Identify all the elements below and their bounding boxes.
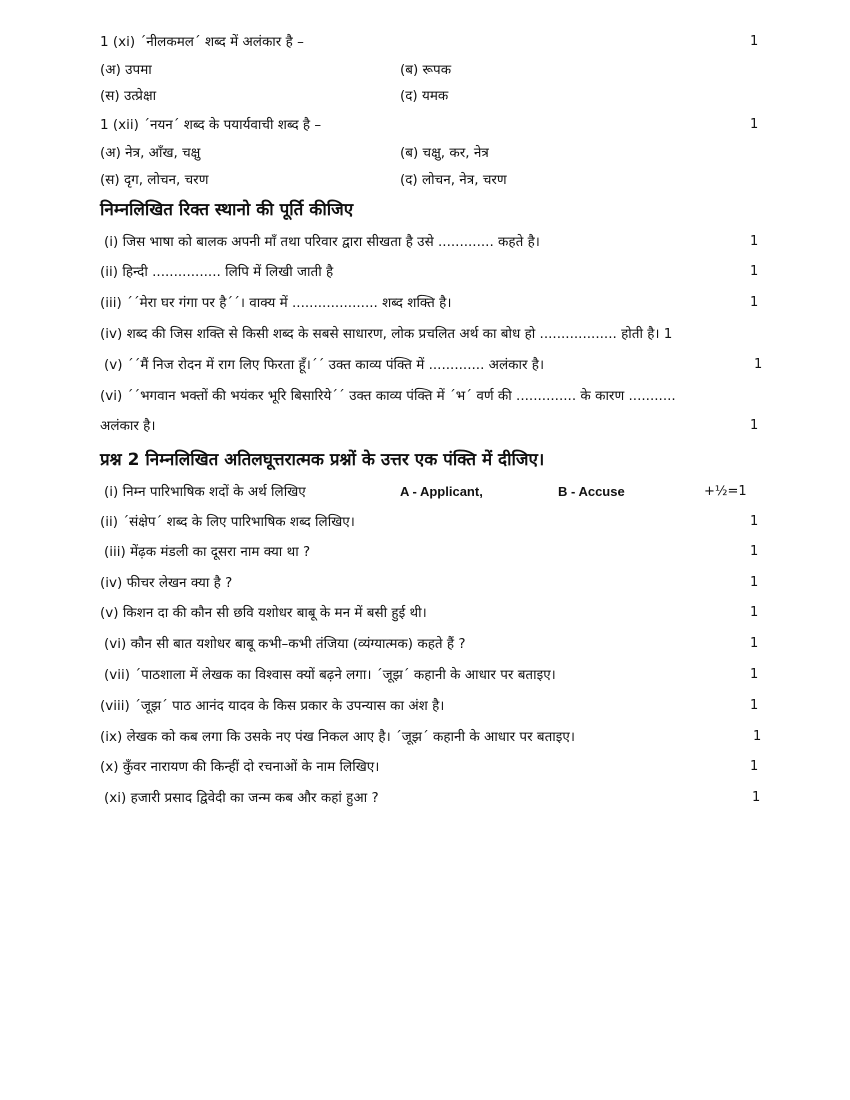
item-text: (i) निम्न पारिभाषिक शदों के अर्थ लिखिए: [104, 484, 306, 500]
section-heading-question-2: प्रश्न 2 निम्नलिखित अतिलघूत्तरात्मक प्रश्नों के उत्तर एक पंक्ति में दीजिए।: [100, 450, 545, 470]
fill-item: [104, 231, 794, 253]
item-text: (i) जिस भाषा को बालक अपनी माँ तथा परिवार द्वारा सीखता है उसे ............. कहते है।: [104, 234, 540, 250]
question-text: 1 (xii) ´नयन´ शब्द के पयार्यवाची शब्द है –: [100, 117, 322, 133]
marks: 1: [750, 295, 759, 310]
item-text: (iii) ´´मेरा घर गंगा पर है´´। वाक्य में .................... शब्द शक्ति है।: [100, 295, 452, 311]
options-row: [100, 142, 790, 164]
item-text: (iv) शब्द की जिस शक्ति से किसी शब्द के सबसे साधारण, लोक प्रचलित अर्थ का बोध हो .................. होती है। 1: [100, 326, 673, 342]
item-text: (xi) हजारी प्रसाद द्विवेदी का जन्म कब और कहां हुआ ?: [104, 790, 379, 806]
marks: 1: [750, 544, 759, 559]
item-text: (x) कुँवर नारायण की किन्हीं दो रचनाओं के नाम लिखिए।: [100, 759, 380, 775]
item-text: (ix) लेखक को कब लगा कि उसके नए पंख निकल आए है। ´जूझ´ कहानी के आधार पर बताइए।: [100, 729, 575, 745]
marks: 1: [750, 605, 759, 620]
term-a: A - Applicant,: [400, 484, 483, 499]
marks: 1: [753, 729, 762, 744]
term-b: B - Accuse: [558, 484, 625, 499]
option-d: (द) लोचन, नेत्र, चरण: [400, 172, 507, 188]
fill-item: [104, 354, 794, 376]
item-text: (v) ´´मैं निज रोदन में राग लिए फिरता हूँ।´´ उक्त काव्य पंक्ति में ............. अलंकार है।: [104, 357, 545, 373]
option-d: (द) यमक: [400, 88, 449, 104]
q2-item: [104, 664, 794, 686]
q2-item: [100, 756, 790, 778]
fill-item: [100, 323, 790, 345]
option-a: (अ) नेत्र, आँख, चक्षु: [100, 145, 201, 161]
item-text: (ii) हिन्दी ................ लिपि में लिखी जाती है: [100, 264, 334, 280]
item-text: अलंकार है।: [100, 418, 156, 434]
q2-item: [100, 572, 790, 594]
option-c: (स) उत्प्रेक्षा: [100, 88, 157, 104]
q2-item: [100, 695, 790, 717]
marks: 1: [754, 357, 763, 372]
question-mcq-xi: [100, 31, 790, 53]
q2-item: [104, 633, 794, 655]
q2-item: [100, 511, 790, 533]
option-b: (ब) चक्षु, कर, नेत्र: [400, 145, 489, 161]
item-text: (viii) ´जूझ´ पाठ आनंद यादव के किस प्रकार के उपन्यास का अंश है।: [100, 698, 445, 714]
marks: 1: [750, 234, 759, 249]
item-text: (ii) ´संक्षेप´ शब्द के लिए पारिभाषिक शब्द लिखिए।: [100, 514, 355, 530]
item-text: (vi) ´´भगवान भक्तों की भयंकर भूरि बिसारिये´´ उक्त काव्य पंक्ति में ´भ´ वर्ण की .............. के कारण ...........: [100, 388, 676, 404]
marks: 1: [752, 790, 761, 805]
marks: 1: [750, 575, 759, 590]
marks: 1: [750, 698, 759, 713]
item-text: (vi) कौन सी बात यशोधर बाबू कभी–कभी तंजिया (व्यंग्यात्मक) कहते हैं ?: [104, 636, 466, 652]
fill-item: [100, 385, 790, 407]
marks: 1: [750, 636, 759, 651]
fill-item: [100, 261, 790, 283]
question-mcq-xii: [100, 114, 790, 136]
item-text: (v) किशन दा की कौन सी छवि यशोधर बाबू के मन में बसी हुई थी।: [100, 605, 427, 621]
item-text: (vii) ´पाठशाला में लेखक का विश्वास क्यों बढ़ने लगा। ´जूझ´ कहानी के आधार पर बताइए।: [104, 667, 556, 683]
marks: 1: [750, 34, 759, 49]
question-text: 1 (xi) ´नीलकमल´ शब्द में अलंकार है –: [100, 34, 304, 50]
fill-item: [100, 292, 790, 314]
section-heading-fill-blanks: निम्नलिखित रिक्त स्थानो की पूर्ति कीजिए: [100, 200, 354, 220]
q2-item: [104, 541, 794, 563]
marks: 1: [750, 667, 759, 682]
options-row: [100, 85, 790, 107]
q2-item: [100, 602, 790, 624]
marks: 1: [750, 418, 759, 433]
q2-item: [104, 787, 794, 809]
marks: 1: [750, 759, 759, 774]
item-text: (iv) फीचर लेखन क्या है ?: [100, 575, 233, 591]
marks: +½=1: [704, 484, 747, 499]
option-b: (ब) रूपक: [400, 62, 452, 78]
options-row: [100, 169, 790, 191]
marks: 1: [750, 117, 759, 132]
option-c: (स) दृग, लोचन, चरण: [100, 172, 209, 188]
q2-item: [104, 481, 794, 503]
marks: 1: [750, 264, 759, 279]
q2-item: [100, 726, 790, 748]
item-text: (iii) मेंढ़क मंडली का दूसरा नाम क्या था ?: [104, 544, 311, 560]
options-row: [100, 59, 790, 81]
marks: 1: [750, 514, 759, 529]
option-a: (अ) उपमा: [100, 62, 152, 78]
fill-item-continued: [100, 415, 790, 437]
